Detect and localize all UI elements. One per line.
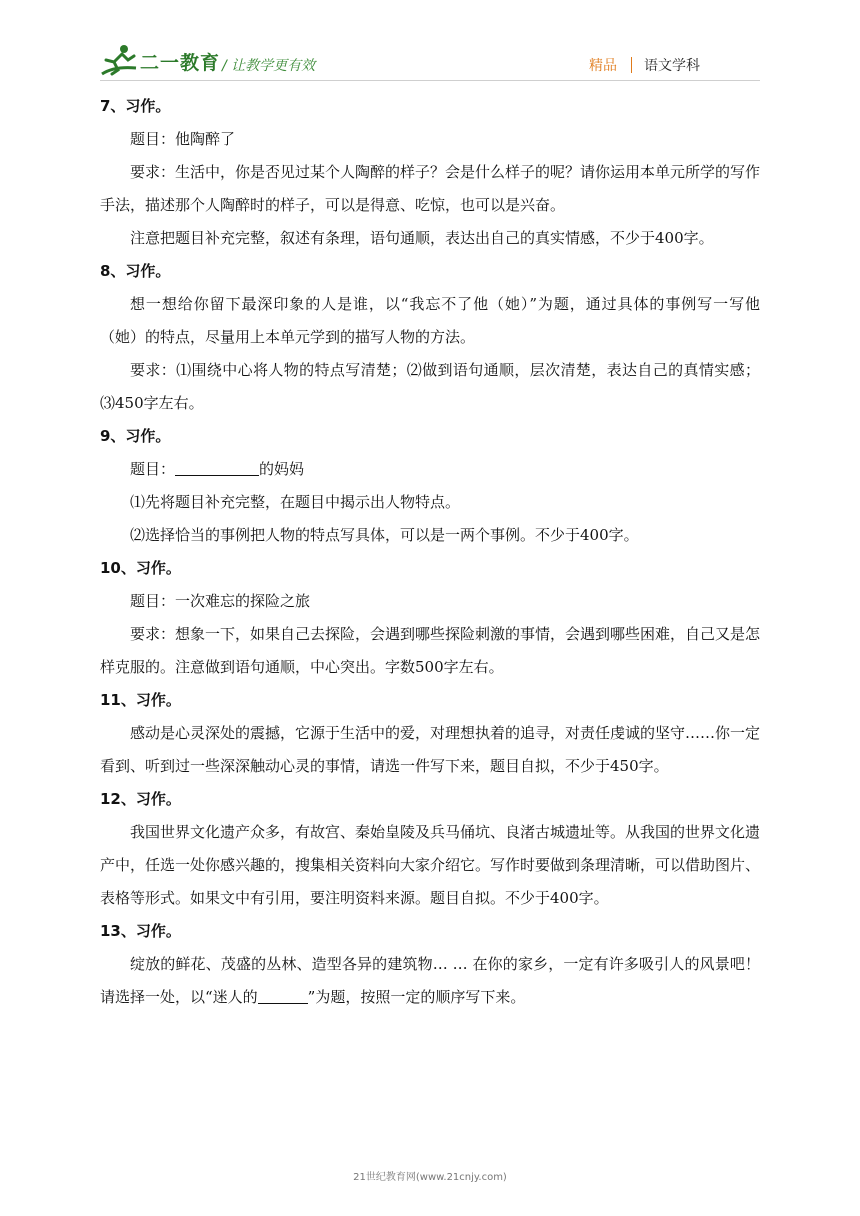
question-paragraph: 要求：⑴围绕中心将人物的特点写清楚；⑵做到语句通顺，层次清楚，表达自己的真情实感；⑶450字左右。	[100, 361, 760, 412]
header-divider	[631, 57, 632, 73]
title-prefix: 题目：	[130, 460, 176, 478]
premium-label: 精品	[589, 58, 617, 74]
question-paragraph: 我国世界文化遗产众多，有故宫、秦始皇陵及兵马俑坑、良渚古城遗址等。从我国的世界文化遗产中，任选一处你感兴趣的，搜集相关资料向大家介绍它。写作时要做到条理清晰，可以借助图片、表格等形式。如果文中有引用，要注明资料来源。题目自拟。不少于400字。	[100, 823, 761, 907]
question-paragraph: 想一想给你留下最深印象的人是谁，以“我忘不了他（她）”为题，通过具体的事例写一写他（她）的特点，尽量用上本单元学到的描写人物的方法。	[100, 295, 760, 346]
question-paragraph: 要求：生活中，你是否见过某个人陶醉的样子？会是什么样子的呢？请你运用本单元所学的写作手法，描述那个人陶醉时的样子，可以是得意、吃惊，也可以是兴奋。	[100, 163, 761, 214]
paragraph-text: 绽放的鲜花、茂盛的丛林、造型各异的建筑物… … 在你的家乡，一定有许多吸引人的风景吧！请选择一处，以“迷人的	[100, 955, 760, 1006]
question-paragraph: 注意把题目补充完整，叙述有条理，语句通顺，表达出自己的真实情感，不少于400字。	[130, 229, 714, 247]
slogan: / 让教学更有效	[222, 58, 316, 74]
page-header	[0, 0, 860, 90]
question-8	[100, 255, 760, 420]
runner-logo-icon	[100, 44, 138, 78]
question-heading: 8、习作。	[100, 262, 171, 280]
question-paragraph: ⑴先将题目补充完整，在题目中揭示出人物特点。	[130, 493, 461, 511]
header-right	[589, 55, 700, 75]
question-10	[100, 552, 760, 684]
question-paragraph: ⑵选择恰当的事例把人物的特点写具体，可以是一两个事例。不少于400字。	[130, 526, 639, 544]
brand-name: 二一教育	[140, 51, 221, 74]
question-paragraph: 要求：想象一下，如果自己去探险，会遇到哪些探险刺激的事情，会遇到哪些困难，自己又是怎样克服的。注意做到语句通顺，中心突出。字数500字左右。	[100, 625, 761, 676]
question-paragraph: 题目：一次难忘的探险之旅	[130, 592, 311, 610]
fill-in-blank	[175, 459, 259, 476]
title-suffix: 的妈妈	[259, 460, 305, 478]
question-paragraph: 感动是心灵深处的震撼，它源于生活中的爱，对理想执着的追寻，对责任虔诚的坚守……你一定看到、听到过一些深深触动心灵的事情，请选一件写下来，题目自拟，不少于450字。	[100, 724, 761, 775]
question-paragraph: 题目：他陶醉了	[130, 130, 236, 148]
question-13	[100, 915, 760, 1014]
question-heading: 9、习作。	[100, 427, 171, 445]
question-heading: 7、习作。	[100, 97, 171, 115]
question-paragraph	[100, 948, 760, 1014]
question-heading: 12、习作。	[100, 790, 181, 808]
logo	[100, 44, 220, 78]
page-footer: 21世纪教育网(www.21cnjy.com)	[353, 1172, 507, 1183]
question-11	[100, 684, 760, 783]
header-rule	[100, 80, 760, 81]
document-body	[100, 90, 760, 1014]
question-7	[100, 90, 760, 255]
question-9	[100, 420, 760, 552]
question-heading: 10、习作。	[100, 559, 181, 577]
question-title-line	[100, 453, 760, 486]
question-12	[100, 783, 760, 915]
question-heading: 11、习作。	[100, 691, 181, 709]
paragraph-text-end: ”为题，按照一定的顺序写下来。	[307, 988, 526, 1006]
question-heading: 13、习作。	[100, 922, 181, 940]
subject-label: 语文学科	[644, 58, 700, 74]
fill-in-blank	[258, 987, 308, 1004]
